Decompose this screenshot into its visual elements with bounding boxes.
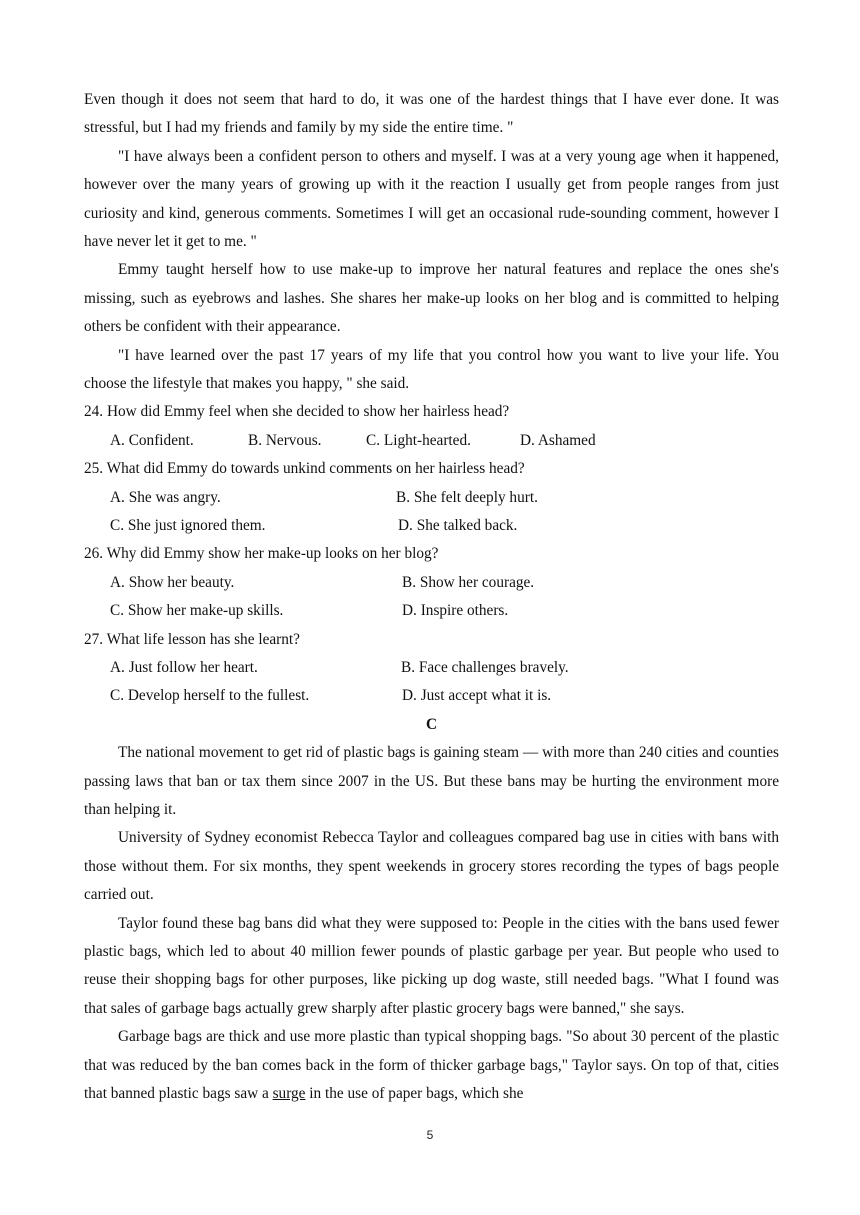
question-27-options-row2 bbox=[84, 682, 779, 710]
option-24-c: C. Light-hearted. bbox=[366, 431, 471, 449]
question-25-options-row2 bbox=[84, 512, 779, 540]
option-24-b: B. Nervous. bbox=[248, 431, 322, 449]
option-26-b: B. Show her courage. bbox=[402, 573, 535, 591]
option-25-d: D. She talked back. bbox=[398, 517, 518, 535]
paragraph-b-4: "I have learned over the past 17 years of my life that you control how you want to live your life. You choose the lifestyle that makes you happy, " she said. bbox=[84, 346, 779, 393]
option-27-d: D. Just accept what it is. bbox=[402, 687, 552, 705]
option-27-b: B. Face challenges bravely. bbox=[401, 658, 569, 676]
question-25-options-row1 bbox=[84, 484, 779, 512]
paragraph-b-3: Emmy taught herself how to use make-up to improve her natural features and replace the ones she's missing, such as eyebrows and lashes. She shares her make-up looks on her blog and is committed to helping others be confident with their appearance. bbox=[84, 261, 779, 336]
paragraph-c-4-part2: in the use of paper bags, which she bbox=[305, 1085, 524, 1103]
question-24-options bbox=[84, 427, 779, 455]
question-24-stem: 24. How did Emmy feel when she decided to show her hairless head? bbox=[84, 403, 510, 421]
question-25-stem: 25. What did Emmy do towards unkind comments on her hairless head? bbox=[84, 460, 525, 478]
question-27-options-row1 bbox=[84, 654, 779, 682]
option-25-b: B. She felt deeply hurt. bbox=[396, 488, 538, 506]
paragraph-c-4 bbox=[84, 1023, 779, 1108]
paragraph-c-3: Taylor found these bag bans did what they were supposed to: People in the cities with the bans used fewer plastic bags, which led to about 40 million fewer pounds of plastic garbage per year. But people who used to reuse their shopping bags for other purposes, like picking up dog waste, still needed bags. "What I found was that sales of garbage bags actually grew sharply after plastic grocery bags were banned," she says. bbox=[84, 914, 779, 1017]
question-27-stem: 27. What life lesson has she learnt? bbox=[84, 630, 300, 648]
option-26-a: A. Show her beauty. bbox=[110, 573, 235, 591]
option-24-d: D. Ashamed bbox=[520, 431, 596, 449]
section-heading-c: C bbox=[425, 715, 438, 733]
page-number: 5 bbox=[426, 1128, 434, 1142]
paragraph-b-1: Even though it does not seem that hard to do, it was one of the hardest things that I have ever done. It was stressful, but I had my friends and family by my side the entire time. " bbox=[84, 91, 779, 137]
option-27-a: A. Just follow her heart. bbox=[110, 658, 258, 676]
question-26-options-row1 bbox=[84, 569, 779, 597]
option-26-c: C. Show her make-up skills. bbox=[110, 602, 284, 620]
question-26-options-row2 bbox=[84, 597, 779, 625]
option-27-c: C. Develop herself to the fullest. bbox=[110, 687, 310, 705]
text-column bbox=[84, 86, 779, 1108]
question-26-stem: 26. Why did Emmy show her make-up looks on her blog? bbox=[84, 545, 439, 563]
option-25-c: C. She just ignored them. bbox=[110, 517, 266, 535]
paragraph-c-4-part1: Garbage bags are thick and use more plastic than typical shopping bags. "So about 30 percent of the plastic that was reduced by the ban comes back in the form of thicker garbage bags," Taylor says. On top of that, cities that banned plastic bags saw a bbox=[84, 1028, 779, 1103]
option-26-d: D. Inspire others. bbox=[402, 602, 509, 620]
underlined-word-surge: surge bbox=[272, 1085, 306, 1103]
paragraph-c-1: The national movement to get rid of plastic bags is gaining steam — with more than 240 cities and counties passing laws that ban or tax them since 2007 in the US. But these bans may be hurting the environment more than helping it. bbox=[84, 744, 779, 818]
option-25-a: A. She was angry. bbox=[110, 488, 221, 506]
paragraph-c-2: University of Sydney economist Rebecca Taylor and colleagues compared bag use in cities with bans with those without them. For six months, they spent weekends in grocery stores recording the types of bags people carried out. bbox=[84, 829, 779, 904]
paragraph-b-2: "I have always been a confident person to others and myself. I was at a very young age when it happened, however over the many years of growing up with it the reaction I usually get from people ranges from just curiosity and kind, generous comments. Sometimes I will get an occasional rude-sounding comment, however I have never let it get to me. " bbox=[84, 147, 779, 251]
option-24-a: A. Confident. bbox=[110, 431, 194, 449]
